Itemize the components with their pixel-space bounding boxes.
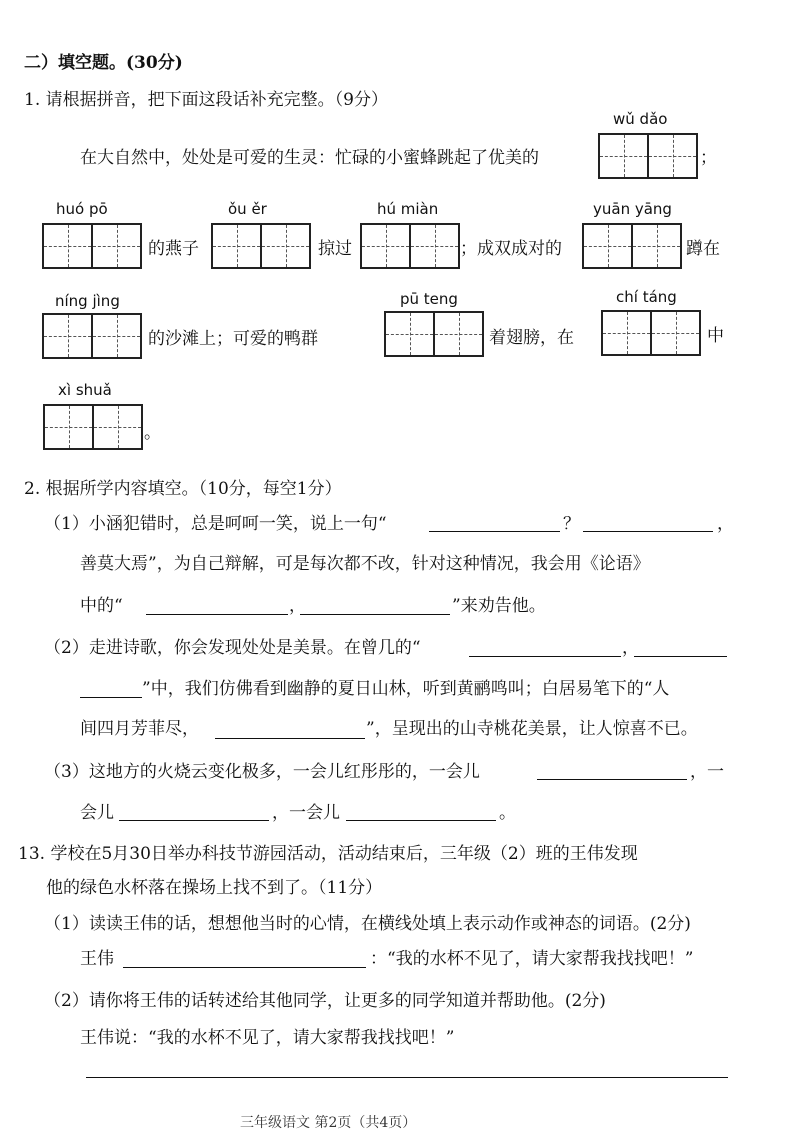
q2-p1-line3: 中的“ bbox=[80, 596, 123, 616]
q2-blank-9[interactable] bbox=[119, 820, 269, 821]
q1-text-lueguo: 掠过 bbox=[318, 239, 352, 259]
q2-p2-line3-end: ”，呈现出的山寺桃花美景，让人惊喜不已。 bbox=[366, 719, 698, 739]
q2-p3-line1-end: ，一 bbox=[690, 762, 724, 782]
q2-p1-line1: （1）小涵犯错时，总是呵呵一笑，说上一句“ bbox=[44, 514, 387, 534]
q1-text-dunzai: 蹲在 bbox=[686, 239, 720, 259]
page-footer: 三年级语文 第2页（共4页） bbox=[240, 1115, 417, 1131]
answer-box-wudao[interactable] bbox=[598, 133, 698, 179]
q2-p3-line2: 会儿 bbox=[80, 803, 114, 823]
q2-blank-8[interactable] bbox=[537, 779, 687, 780]
answer-box-puteng[interactable] bbox=[384, 311, 484, 357]
q13-prompt-line1: 13. 学校在5月30日举办科技节游园活动，活动结束后，三年级（2）班的王伟发现 bbox=[18, 844, 638, 864]
pinyin-ouer: ǒu ěr bbox=[228, 200, 267, 218]
q1-text-end: 。 bbox=[144, 423, 161, 443]
q1-text-yanzi: 的燕子 bbox=[148, 239, 199, 259]
q1-text-zhong: 中 bbox=[707, 326, 724, 346]
pinyin-yuanyang: yuān yāng bbox=[593, 200, 672, 218]
answer-box-yuanyang[interactable] bbox=[582, 223, 682, 269]
pinyin-wudao: wǔ dǎo bbox=[613, 110, 668, 128]
q2-blank-7[interactable] bbox=[215, 738, 365, 739]
q2-p3-line1: （3）这地方的火烧云变化极多，一会儿红彤彤的，一会儿 bbox=[44, 762, 480, 782]
q2-p2-line2: ”中，我们仿佛看到幽静的夏日山林，听到黄鹂鸣叫；白居易笔下的“人 bbox=[142, 679, 670, 699]
answer-box-humian[interactable] bbox=[360, 223, 460, 269]
pinyin-ningjing: níng jìng bbox=[55, 292, 120, 310]
q1-prompt: 1. 请根据拼音，把下面这段话补充完整。（9分） bbox=[24, 90, 388, 110]
q2-blank-10[interactable] bbox=[346, 820, 496, 821]
q2-p1-line3-end: ”来劝告他。 bbox=[452, 596, 546, 616]
q2-blank-4[interactable] bbox=[300, 614, 450, 615]
q2-blank-2[interactable] bbox=[583, 531, 713, 532]
q1-line1-text: 在大自然中，处处是可爱的生灵：忙碌的小蜜蜂跳起了优美的 bbox=[80, 148, 539, 168]
q2-p3-line2-end: 。 bbox=[499, 803, 516, 823]
q2-blank-6b[interactable] bbox=[80, 697, 142, 698]
q13-sub1-quote: ：“我的水杯不见了，请大家帮我找找吧！” bbox=[370, 949, 694, 969]
pinyin-chitang: chí táng bbox=[616, 288, 677, 306]
q13-sub1-blank[interactable] bbox=[123, 967, 366, 968]
q2-prompt: 2. 根据所学内容填空。（10分，每空1分） bbox=[24, 479, 342, 499]
q2-p1-question: ？ bbox=[563, 514, 580, 534]
q2-p3-line2-mid: ，一会儿 bbox=[272, 803, 340, 823]
q1-text-zhe: 着翅膀，在 bbox=[489, 328, 574, 348]
q2-p1-comma: ， bbox=[717, 514, 734, 534]
q1-text-shatan: 的沙滩上；可爱的鸭群 bbox=[148, 329, 318, 349]
q13-sub1-name: 王伟 bbox=[80, 949, 114, 969]
q2-blank-5[interactable] bbox=[469, 656, 621, 657]
section-title: 二）填空题。(30分) bbox=[24, 53, 183, 73]
q2-blank-3[interactable] bbox=[146, 614, 288, 615]
q13-sub2-answer-line[interactable] bbox=[86, 1077, 728, 1078]
q2-blank-6a[interactable] bbox=[634, 656, 727, 657]
q2-p1-line3-comma: ， bbox=[289, 596, 306, 616]
q2-p2-line1-comma: ， bbox=[622, 638, 639, 658]
q2-p1-line2: 善莫大焉”，为自己辩解，可是每次都不改，针对这种情况，我会用《论语》 bbox=[80, 554, 650, 574]
pinyin-huopo: huó pō bbox=[56, 200, 108, 218]
q2-blank-1[interactable] bbox=[429, 531, 560, 532]
q1-line1-end: ； bbox=[700, 148, 717, 168]
q2-p2-line3: 间四月芳菲尽， bbox=[80, 719, 199, 739]
q13-prompt-line2: 他的绿色水杯落在操场上找不到了。（11分） bbox=[46, 878, 383, 898]
answer-box-huopo[interactable] bbox=[42, 223, 142, 269]
q1-text-chengshuang: ；成双成对的 bbox=[460, 239, 562, 259]
q2-p2-line1: （2）走进诗歌，你会发现处处是美景。在曾几的“ bbox=[44, 638, 421, 658]
pinyin-puteng: pū teng bbox=[400, 290, 458, 308]
answer-box-chitang[interactable] bbox=[601, 310, 701, 356]
q13-sub2-prompt: （2）请你将王伟的话转述给其他同学，让更多的同学知道并帮助他。(2分) bbox=[44, 991, 606, 1011]
answer-box-xishua[interactable] bbox=[43, 404, 143, 450]
pinyin-humian: hú miàn bbox=[377, 200, 439, 218]
answer-box-ouer[interactable] bbox=[211, 223, 311, 269]
pinyin-xishua: xì shuǎ bbox=[58, 381, 112, 399]
q13-sub1-prompt: （1）读读王伟的话，想想他当时的心情，在横线处填上表示动作或神态的词语。(2分) bbox=[44, 914, 691, 934]
q13-sub2-quote: 王伟说：“我的水杯不见了，请大家帮我找找吧！” bbox=[80, 1028, 455, 1048]
answer-box-ningjing[interactable] bbox=[42, 313, 142, 359]
